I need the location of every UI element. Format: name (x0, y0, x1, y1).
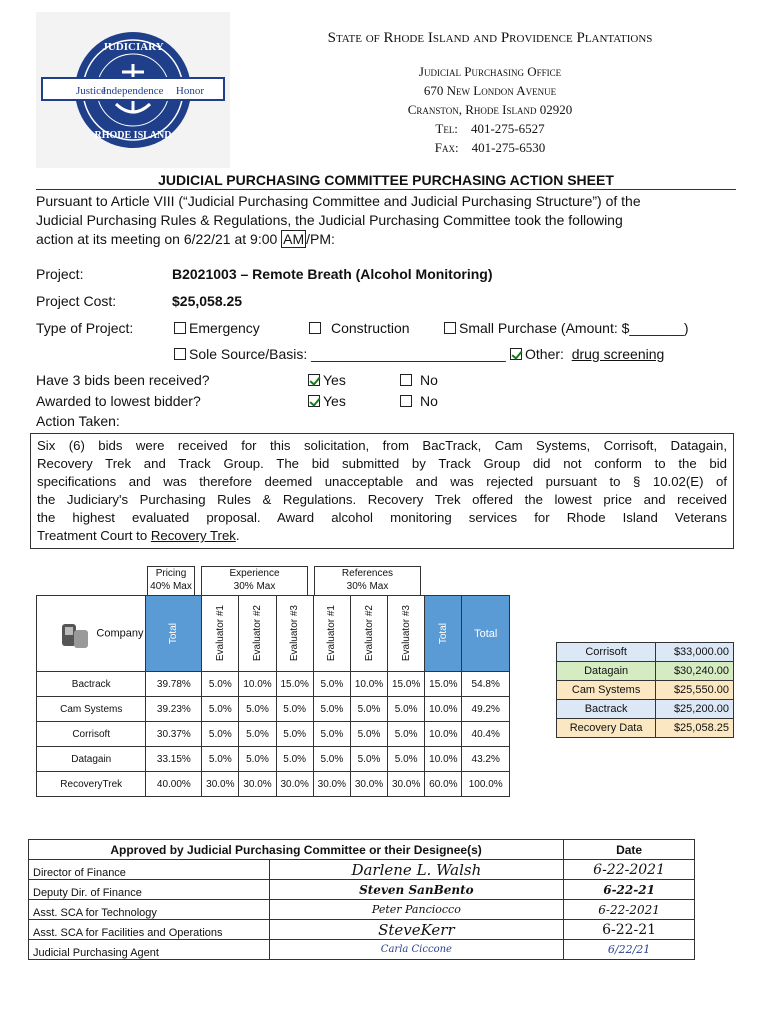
seal-text-honor: Honor (175, 85, 204, 97)
intro-line-2: Judicial Purchasing Rules & Regulations, the Judicial Purchasing Committee took the following (36, 212, 623, 228)
intro-line-3 (36, 230, 736, 249)
other-checkbox-checked[interactable] (510, 348, 522, 360)
lowest-no-label: No (420, 393, 438, 409)
ref-eval2-cell: 5.0% (350, 747, 387, 772)
exp-eval2-label: Evaluator #2 (251, 605, 263, 662)
intro-line-1: Pursuant to Article VIII (“Judicial Purchasing Committee and Judicial Purchasing Structure”) of the (36, 193, 641, 209)
ref-total-label: Total (437, 622, 449, 645)
company-label: Company (96, 627, 144, 640)
bids-no-label: No (420, 372, 438, 388)
ref-eval1-cell: 5.0% (313, 697, 350, 722)
seal-text-rhode-island: RHODE ISLAND (94, 130, 172, 141)
action-line-6-text: Treatment Court to (37, 528, 151, 543)
vendor-cell: Datagain (557, 662, 656, 681)
role-cell: Director of Finance (29, 860, 270, 880)
small-purchase-option[interactable] (444, 320, 689, 336)
pricing-group-header (147, 566, 195, 595)
company-cell: RecoveryTrek (37, 772, 146, 797)
ref-total-cell: 10.0% (425, 722, 462, 747)
tel-number: 401-275-6527 (470, 121, 545, 136)
type-label: Type of Project: (36, 320, 134, 336)
date-cell: 6-22-21 (564, 880, 695, 900)
company-cell: Datagain (37, 747, 146, 772)
approval-header: Approved by Judicial Purchasing Committee or their Designee(s) (29, 840, 564, 860)
exp-eval3-cell: 15.0% (276, 672, 313, 697)
ref-eval3-cell: 15.0% (388, 672, 425, 697)
lowest-no-option[interactable] (400, 393, 438, 409)
awardee-name: Recovery Trek (150, 528, 236, 543)
amount-cell: $25,550.00 (656, 681, 734, 700)
intro-line-3-text: action at its meeting on 6/22/21 at 9:00 (36, 231, 282, 247)
pricing-cell: 39.78% (146, 672, 202, 697)
am-marker: AM (283, 231, 305, 247)
grand-total-cell: 100.0% (462, 772, 510, 797)
vendor-cell: Corrisoft (557, 643, 656, 662)
price-comparison-table (556, 642, 734, 738)
lowest-yes-option[interactable] (308, 393, 346, 409)
table-row (29, 860, 695, 880)
table-row (29, 880, 695, 900)
action-line-6 (37, 527, 727, 545)
signature-cell: Peter Panciocco (269, 900, 564, 920)
exp-eval2-cell: 5.0% (239, 747, 276, 772)
price-row (557, 681, 734, 700)
approval-table (28, 839, 695, 960)
ref-eval2-header (350, 596, 387, 672)
ref-eval1-cell: 5.0% (313, 722, 350, 747)
table-row (37, 772, 510, 797)
ref-total-cell: 15.0% (425, 672, 462, 697)
pricing-cell: 40.00% (146, 772, 202, 797)
role-cell: Deputy Dir. of Finance (29, 880, 270, 900)
bids-yes-label: Yes (323, 372, 346, 388)
pricing-group-label: Pricing (155, 568, 187, 579)
office-address (350, 64, 630, 156)
ref-eval1-cell: 5.0% (313, 747, 350, 772)
ref-eval1-header (313, 596, 350, 672)
lowest-yes-checkbox-checked[interactable] (308, 395, 320, 407)
exp-eval3-cell: 5.0% (276, 697, 313, 722)
ref-eval2-cell: 5.0% (350, 722, 387, 747)
table-row (37, 697, 510, 722)
ref-eval1-label: Evaluator #1 (326, 605, 338, 662)
amount-cell: $25,200.00 (656, 700, 734, 719)
project-value: B2021003 – Remote Breath (Alcohol Monitoring) (172, 266, 493, 282)
date-cell: 6-22-2021 (564, 900, 695, 920)
signature-cell: SteveKerr (269, 920, 564, 940)
page-title: JUDICIAL PURCHASING COMMITTEE PURCHASING ACTION SHEET (36, 172, 736, 190)
exp-eval2-cell: 5.0% (239, 697, 276, 722)
exp-eval1-cell: 5.0% (202, 672, 239, 697)
seal-text-justice: Justice (76, 85, 106, 97)
date-header: Date (564, 840, 695, 860)
grand-total-header: Total (462, 596, 510, 672)
exp-eval1-label: Evaluator #1 (214, 605, 226, 662)
office-name: Judicial Purchasing Office (418, 64, 562, 79)
amount-cell: $25,058.25 (656, 719, 734, 738)
date-cell: 6-22-2021 (564, 860, 695, 880)
price-row (557, 719, 734, 738)
price-row (557, 643, 734, 662)
small-purchase-checkbox[interactable] (444, 322, 456, 334)
pricing-cell: 33.15% (146, 747, 202, 772)
bids-no-checkbox[interactable] (400, 374, 412, 386)
action-taken-box (30, 433, 734, 549)
exp-eval3-header (276, 596, 313, 672)
ref-eval3-cell: 5.0% (388, 697, 425, 722)
date-cell: 6-22-21 (564, 920, 695, 940)
sole-source-label: Sole Source/Basis: _________________________ (189, 346, 506, 362)
references-group-header (314, 566, 421, 595)
ref-eval3-cell: 30.0% (388, 772, 425, 797)
ref-eval2-cell: 10.0% (350, 672, 387, 697)
small-purchase-label: Small Purchase (Amount: $_______) (459, 320, 689, 336)
date-cell: 6/22/21 (564, 940, 695, 960)
references-max-label: 30% Max (346, 581, 389, 592)
exp-eval3-cell: 30.0% (276, 772, 313, 797)
exp-eval2-cell: 30.0% (239, 772, 276, 797)
fax (350, 140, 630, 156)
seal-text-judiciary: JUDICIARY (102, 41, 164, 53)
price-row (557, 700, 734, 719)
table-row (37, 722, 510, 747)
pm-marker: /PM: (306, 231, 335, 247)
ref-total-cell: 10.0% (425, 747, 462, 772)
signature-cell: Steven SanBento (269, 880, 564, 900)
exp-eval2-cell: 5.0% (239, 722, 276, 747)
cost-value: $25,058.25 (172, 293, 243, 309)
address-line-2: Cranston, Rhode Island 02920 (407, 102, 573, 117)
action-line-5: the highest evaluated proposal. Award alcohol monitoring services for Rhode Island Veterans (37, 510, 727, 525)
action-line-4: the Judiciary's Purchasing Rules & Regulations. Recovery Trek offered the lowest price and received (37, 492, 727, 507)
grand-total-cell: 43.2% (462, 747, 510, 772)
ref-eval3-cell: 5.0% (388, 722, 425, 747)
bids-no-option[interactable] (400, 372, 438, 388)
emergency-label: Emergency (189, 320, 260, 336)
bids-yes-checkbox-checked[interactable] (308, 374, 320, 386)
grand-total-cell: 49.2% (462, 697, 510, 722)
construction-label: Construction (331, 320, 410, 336)
pricing-total-header (146, 596, 202, 672)
ref-eval3-cell: 5.0% (388, 747, 425, 772)
approval-header-row (29, 840, 695, 860)
fax-number: 401-275-6530 (471, 140, 546, 155)
pricing-cell: 39.23% (146, 697, 202, 722)
emergency-checkbox[interactable] (174, 322, 186, 334)
experience-group-label: Experience (229, 568, 280, 579)
amount-cell: $33,000.00 (656, 643, 734, 662)
other-value: drug screening (571, 346, 665, 362)
ref-total-cell: 60.0% (425, 772, 462, 797)
lowest-question: Awarded to lowest bidder? (36, 393, 201, 409)
bids-yes-option[interactable] (308, 372, 346, 388)
table-row (29, 900, 695, 920)
ref-eval1-cell: 30.0% (313, 772, 350, 797)
construction-checkbox[interactable] (309, 322, 321, 334)
exp-eval1-cell: 5.0% (202, 722, 239, 747)
seal-text-independence: Independence (102, 85, 164, 97)
ref-total-cell: 10.0% (425, 697, 462, 722)
experience-max-label: 30% Max (233, 581, 276, 592)
company-header (37, 596, 146, 672)
signature-cell: Carla Ciccone (269, 940, 564, 960)
action-label: Action Taken: (36, 413, 120, 429)
ref-eval2-cell: 5.0% (350, 697, 387, 722)
grand-total-cell: 40.4% (462, 722, 510, 747)
judiciary-seal (36, 12, 230, 168)
action-line-3: specifications and was therefore deemed unacceptable and was rejected pursuant to § 10.02(E) of (37, 474, 727, 489)
price-row (557, 662, 734, 681)
pricing-total-label: Total (168, 622, 180, 645)
action-line-2: Recovery Trek and Track Group. The bid submitted by Track Group did not conform to the bid (37, 456, 727, 471)
sole-source-option[interactable] (174, 346, 506, 362)
table-row (37, 747, 510, 772)
fax-label: Fax: (434, 140, 459, 155)
action-line-1: Six (6) bids were received for this solicitation, from BacTrack, Cam Systems, Corrisoft, Datagain, (37, 438, 727, 453)
vendor-cell: Bactrack (557, 700, 656, 719)
lowest-yes-label: Yes (323, 393, 346, 409)
signature-cell: Darlene L. Walsh (269, 860, 564, 880)
action-line-6-end: . (235, 528, 240, 543)
bids-question: Have 3 bids been received? (36, 372, 210, 388)
telephone (350, 121, 630, 137)
other-label: Other: (525, 346, 564, 362)
role-cell: Asst. SCA for Facilities and Operations (29, 920, 270, 940)
sole-source-checkbox[interactable] (174, 348, 186, 360)
exp-eval3-cell: 5.0% (276, 747, 313, 772)
experience-group-header (201, 566, 308, 595)
table-row (29, 940, 695, 960)
grand-total-cell: 54.8% (462, 672, 510, 697)
company-cell: Bactrack (37, 672, 146, 697)
references-group-label: References (341, 568, 394, 579)
exp-eval3-label: Evaluator #3 (289, 605, 301, 662)
exp-eval3-cell: 5.0% (276, 722, 313, 747)
intro-paragraph (36, 192, 736, 249)
construction-option[interactable] (309, 320, 410, 336)
scoring-table (36, 595, 510, 797)
other-option[interactable] (510, 346, 664, 362)
pricing-max-label: 40% Max (150, 581, 192, 592)
cost-label: Project Cost: (36, 293, 117, 309)
company-cell: Corrisoft (37, 722, 146, 747)
pricing-cell: 30.37% (146, 722, 202, 747)
state-name: State of Rhode Island and Providence Plantations (327, 30, 653, 46)
exp-eval1-cell: 30.0% (202, 772, 239, 797)
exp-eval2-cell: 10.0% (239, 672, 276, 697)
company-cell: Cam Systems (37, 697, 146, 722)
ref-eval2-cell: 30.0% (350, 772, 387, 797)
table-row (37, 672, 510, 697)
exp-eval1-cell: 5.0% (202, 747, 239, 772)
ref-eval2-label: Evaluator #2 (363, 605, 375, 662)
ref-eval1-cell: 5.0% (313, 672, 350, 697)
project-label: Project: (36, 266, 84, 282)
scoring-header-row (37, 596, 510, 672)
ref-total-header (425, 596, 462, 672)
phone-device-icon (58, 616, 94, 652)
role-cell: Judicial Purchasing Agent (29, 940, 270, 960)
emergency-option[interactable] (174, 320, 260, 336)
address-line-1: 670 New London Avenue (423, 83, 557, 98)
exp-eval1-header (202, 596, 239, 672)
role-cell: Asst. SCA for Technology (29, 900, 270, 920)
lowest-no-checkbox[interactable] (400, 395, 412, 407)
exp-eval1-cell: 5.0% (202, 697, 239, 722)
ref-eval3-label: Evaluator #3 (400, 605, 412, 662)
vendor-cell: Cam Systems (557, 681, 656, 700)
vendor-cell: Recovery Data (557, 719, 656, 738)
ref-eval3-header (388, 596, 425, 672)
table-row (29, 920, 695, 940)
amount-cell: $30,240.00 (656, 662, 734, 681)
exp-eval2-header (239, 596, 276, 672)
tel-label: Tel: (435, 121, 458, 136)
